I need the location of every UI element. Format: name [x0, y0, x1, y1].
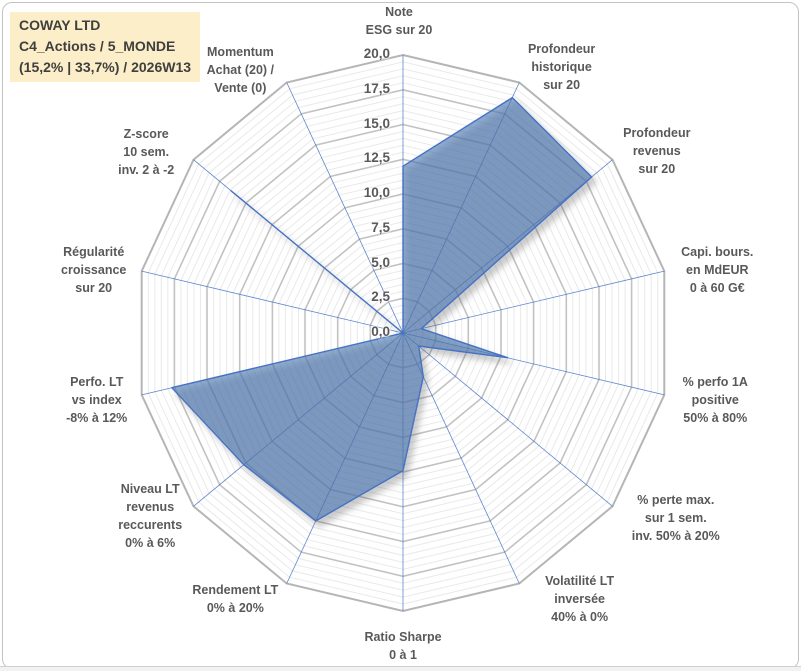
axis-label-7: Ratio Sharpe 0 à 1: [364, 630, 442, 662]
axis-label-3: Capi. bours. en MdEUR 0 à 60 G€: [681, 245, 754, 296]
legend-line-weights: (15,2% | 33,7%) / 2026W13: [19, 59, 192, 75]
chart-legend: [10, 12, 200, 82]
tick-label-12-5: 12,5: [363, 150, 390, 166]
axis-label-12: Z-score 10 sem. inv. 2 à -2: [118, 126, 175, 177]
axis-label-9: Niveau LT revenus reccurents 0% à 6%: [118, 482, 183, 551]
tick-label-17-5: 17,5: [363, 80, 390, 96]
tick-label-2-5: 2,5: [371, 289, 390, 305]
tick-label-20-0: 20,0: [363, 46, 390, 61]
axis-label-2: Profondeur revenus sur 20: [623, 125, 691, 176]
tick-label-10-0: 10,0: [363, 185, 390, 200]
axis-label-4: % perfo 1A positive 50% à 80%: [682, 374, 748, 425]
legend-line-category: C4_Actions / 5_MONDE: [19, 38, 176, 54]
axis-label-1: Profondeur historique sur 20: [527, 42, 596, 93]
axis-label-8: Rendement LT 0% à 20%: [192, 582, 279, 615]
axis-label-11: Régularité croissance sur 20: [61, 245, 127, 296]
axis-label-10: Perfo. LT vs index -8% à 12%: [66, 374, 128, 425]
axis-label-0: Note ESG sur 20: [365, 5, 433, 37]
tick-label-5-0: 5,0: [371, 254, 390, 270]
tick-label-7-5: 7,5: [371, 219, 390, 235]
axis-label-13: Momentum Achat (20) / Vente (0): [206, 45, 275, 96]
tick-label-15-0: 15,0: [363, 115, 390, 131]
data-polygon: [172, 98, 592, 521]
axis-label-5: % perte max. sur 1 sem. inv. 50% à 20%: [631, 493, 720, 544]
axis-label-6: Volatilité LT inversée 40% à 0%: [545, 573, 615, 624]
legend-line-company: COWAY LTD: [19, 17, 101, 33]
tick-label-0-0: 0,0: [371, 324, 390, 339]
